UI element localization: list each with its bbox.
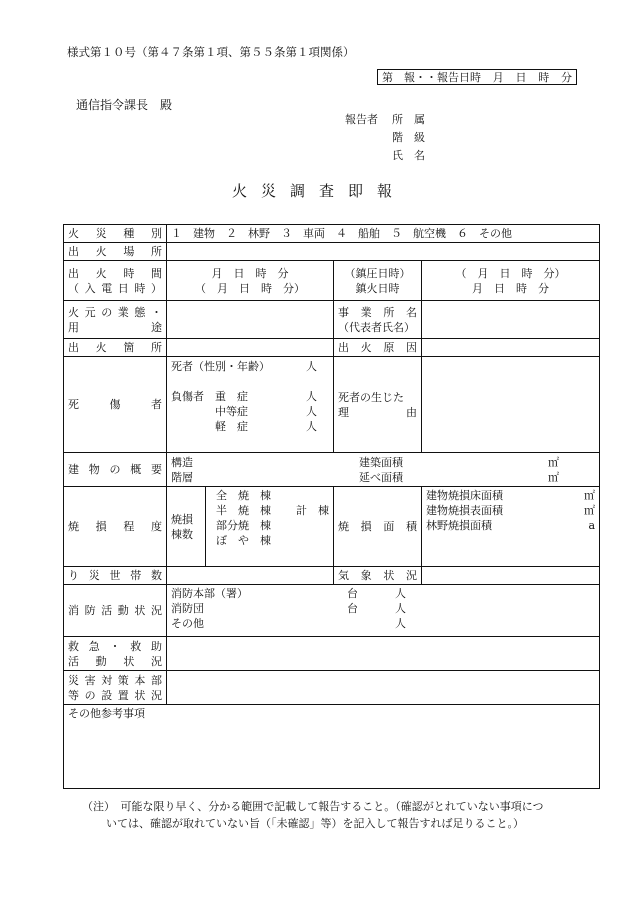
row-damage bbox=[64, 487, 600, 567]
half-burn-label: 半 焼 棟 bbox=[216, 504, 271, 517]
structure-label: 構造 bbox=[171, 455, 193, 469]
row-casualties bbox=[64, 357, 600, 453]
row-firefight bbox=[64, 585, 600, 637]
other-notes-field[interactable] bbox=[64, 705, 600, 789]
origin-business-label-1: 火元の業態・ bbox=[68, 305, 162, 319]
fire-type-label: 火災種別 bbox=[64, 225, 167, 243]
mild-line bbox=[171, 419, 329, 434]
footnote bbox=[82, 798, 544, 832]
row-fire-type bbox=[64, 225, 600, 243]
fire-dept-label: 消防本部（署） bbox=[171, 587, 248, 600]
row-building bbox=[64, 453, 600, 487]
fire-brigade-people: 人 bbox=[395, 602, 406, 615]
business-name-field[interactable] bbox=[422, 301, 600, 339]
damage-area-label: 焼損面積 bbox=[334, 487, 422, 567]
building-area-unit: ㎡ bbox=[548, 455, 559, 469]
casualties-field[interactable] bbox=[167, 357, 334, 453]
fire-time-value: 月 日 時 分 bbox=[211, 266, 289, 280]
addressee: 通信指令課長 殿 bbox=[76, 98, 173, 112]
mild-label: 軽 症 bbox=[215, 420, 248, 433]
reporter-name: 氏 名 bbox=[392, 149, 425, 162]
page-title: 火災調査即報 bbox=[232, 182, 407, 200]
floor-area-unit: ㎡ bbox=[548, 470, 559, 484]
row-other bbox=[64, 705, 600, 789]
damage-label: 焼損程度 bbox=[64, 487, 167, 567]
row-fire-place bbox=[64, 243, 600, 261]
fire-time-label-2: （入電日時） bbox=[68, 281, 162, 295]
minor-burn-label: ぼ や 棟 bbox=[216, 534, 271, 547]
rescue-label-2: 活動状況 bbox=[68, 654, 162, 668]
moderate-unit: 人 bbox=[306, 405, 317, 418]
rescue-field[interactable] bbox=[167, 637, 600, 671]
extinguish-label bbox=[334, 261, 422, 301]
fire-time-field[interactable] bbox=[167, 261, 334, 301]
report-number-label: 第 報・・報告日時 bbox=[382, 71, 481, 84]
other-label: その他 bbox=[171, 617, 204, 630]
fire-dept-people: 人 bbox=[395, 587, 406, 600]
hour-label: 時 bbox=[538, 71, 550, 84]
row-hq bbox=[64, 671, 600, 705]
total-label: 計 棟 bbox=[296, 504, 329, 517]
building-label: 建物の概要 bbox=[64, 453, 167, 487]
day-label: 日 bbox=[515, 71, 527, 84]
moderate-line bbox=[171, 404, 329, 419]
fire-spot-field[interactable] bbox=[167, 339, 334, 357]
moderate-label: 中等症 bbox=[215, 405, 248, 418]
injured-label: 負傷者 bbox=[171, 390, 204, 403]
fire-type-options: １ 建物 ２ 林野 ３ 車両 ４ 船舶 ５ 航空機 ６ その他 bbox=[167, 225, 600, 243]
extinguish-time-field[interactable] bbox=[422, 261, 600, 301]
footnote-line-2: いては、確認が取れていない旨（「未確認」等）を記入して報告すれば足りること。） bbox=[106, 817, 524, 830]
business-name-label bbox=[334, 301, 422, 339]
hq-label-2: 等の設置状況 bbox=[68, 688, 162, 702]
severe-label: 重 症 bbox=[215, 390, 248, 403]
row-rescue bbox=[64, 637, 600, 671]
dead-line bbox=[171, 359, 329, 374]
households-field[interactable] bbox=[167, 567, 334, 585]
row-households bbox=[64, 567, 600, 585]
reporter-rank: 階 級 bbox=[392, 131, 425, 144]
severe-unit: 人 bbox=[306, 390, 317, 403]
fire-brigade-label: 消防団 bbox=[171, 602, 204, 615]
fire-place-label: 出火場所 bbox=[64, 243, 167, 261]
extinguished-time-value: 月 日 時 分 bbox=[472, 281, 549, 295]
fire-time-label-1: 出火時間 bbox=[68, 266, 162, 280]
firefight-label: 消防活動状況 bbox=[64, 585, 167, 637]
firefight-field[interactable] bbox=[167, 585, 600, 637]
damage-area-field[interactable] bbox=[422, 487, 600, 567]
damage-count-label-2: 棟数 bbox=[171, 527, 193, 541]
fire-cause-label: 出火原因 bbox=[334, 339, 422, 357]
forest-burn-area-unit: a bbox=[588, 519, 595, 532]
households-label: り災世帯数 bbox=[64, 567, 167, 585]
surface-burn-area-unit: ㎡ bbox=[584, 504, 595, 517]
fire-place-field[interactable] bbox=[167, 243, 600, 261]
floor-area-label: 延べ面積 bbox=[359, 470, 403, 484]
building-field[interactable] bbox=[167, 453, 600, 487]
row-fire-spot bbox=[64, 339, 600, 357]
row-origin-business bbox=[64, 301, 600, 339]
weather-field[interactable] bbox=[422, 567, 600, 585]
death-cause-label-2: 理 由 bbox=[338, 405, 417, 419]
damage-count-label bbox=[167, 487, 206, 567]
business-name-label-2: （代表者氏名） bbox=[338, 320, 415, 334]
report-form-table bbox=[63, 224, 600, 789]
suppression-label: （鎮圧日時） bbox=[344, 266, 411, 280]
report-datetime-box bbox=[377, 69, 577, 85]
reporter-label: 報告者 bbox=[345, 113, 378, 126]
damage-item-half bbox=[216, 503, 329, 518]
other-notes-label: その他参考事項 bbox=[68, 707, 145, 720]
hq-label bbox=[64, 671, 167, 705]
form-number: 様式第１０号（第４７条第１項、第５５条第１項関係） bbox=[67, 45, 355, 59]
call-time-value: （ 月 日 時 分） bbox=[195, 281, 305, 295]
death-cause-label bbox=[334, 357, 422, 453]
fire-cause-field[interactable] bbox=[422, 339, 600, 357]
floor-burn-area-unit: ㎡ bbox=[584, 489, 595, 502]
business-name-label-1: 事業所名 bbox=[338, 305, 417, 319]
reporter-affiliation: 所 属 bbox=[392, 113, 425, 126]
fire-brigade-units: 台 bbox=[347, 602, 358, 615]
rescue-label bbox=[64, 637, 167, 671]
area-surface bbox=[426, 503, 595, 518]
death-cause-field[interactable] bbox=[422, 357, 600, 453]
rescue-label-1: 救急・救助 bbox=[68, 639, 162, 653]
month-label: 月 bbox=[492, 71, 504, 84]
damage-item-partial bbox=[216, 518, 329, 533]
floor-burn-area-label: 建物焼損床面積 bbox=[426, 489, 503, 502]
origin-business-field[interactable] bbox=[167, 301, 334, 339]
surface-burn-area-label: 建物焼損表面積 bbox=[426, 504, 503, 517]
casualties-label: 死傷者 bbox=[64, 357, 167, 453]
death-cause-label-1: 死者の生じた bbox=[338, 390, 404, 404]
area-forest bbox=[426, 518, 595, 533]
origin-business-label-2: 用 途 bbox=[68, 320, 162, 334]
full-burn-label: 全 焼 棟 bbox=[216, 489, 271, 502]
damage-count-label-1: 焼損 bbox=[171, 512, 193, 526]
damage-item-full bbox=[216, 488, 329, 503]
area-floor bbox=[426, 488, 595, 503]
fire-time-label bbox=[64, 261, 167, 301]
weather-label: 気象状況 bbox=[334, 567, 422, 585]
row-fire-time bbox=[64, 261, 600, 301]
fire-dept-units: 台 bbox=[347, 587, 358, 600]
origin-business-label bbox=[64, 301, 167, 339]
partial-burn-label: 部分焼 棟 bbox=[216, 519, 271, 532]
forest-burn-area-label: 林野焼損面積 bbox=[426, 519, 492, 532]
extinguished-label: 鎮火日時 bbox=[355, 281, 400, 295]
footnote-line-1: （注） 可能な限り早く、分かる範囲で記載して報告すること。（確認がとれていない事項につ bbox=[82, 800, 544, 813]
suppression-time-value: （ 月 日 時 分） bbox=[455, 266, 566, 280]
damage-count-field[interactable] bbox=[206, 487, 334, 567]
fire-spot-label: 出火箇所 bbox=[64, 339, 167, 357]
building-area-label: 建築面積 bbox=[359, 455, 403, 469]
hq-label-1: 災害対策本部 bbox=[68, 673, 162, 687]
mild-unit: 人 bbox=[306, 420, 317, 433]
floors-label: 階層 bbox=[171, 470, 193, 484]
dead-label: 死者（性別・年齢） bbox=[171, 360, 270, 373]
severe-line bbox=[171, 389, 329, 404]
hq-field[interactable] bbox=[167, 671, 600, 705]
dead-unit: 人 bbox=[306, 360, 317, 373]
other-people: 人 bbox=[395, 617, 406, 630]
damage-item-minor bbox=[216, 533, 329, 548]
minute-label: 分 bbox=[561, 71, 572, 84]
